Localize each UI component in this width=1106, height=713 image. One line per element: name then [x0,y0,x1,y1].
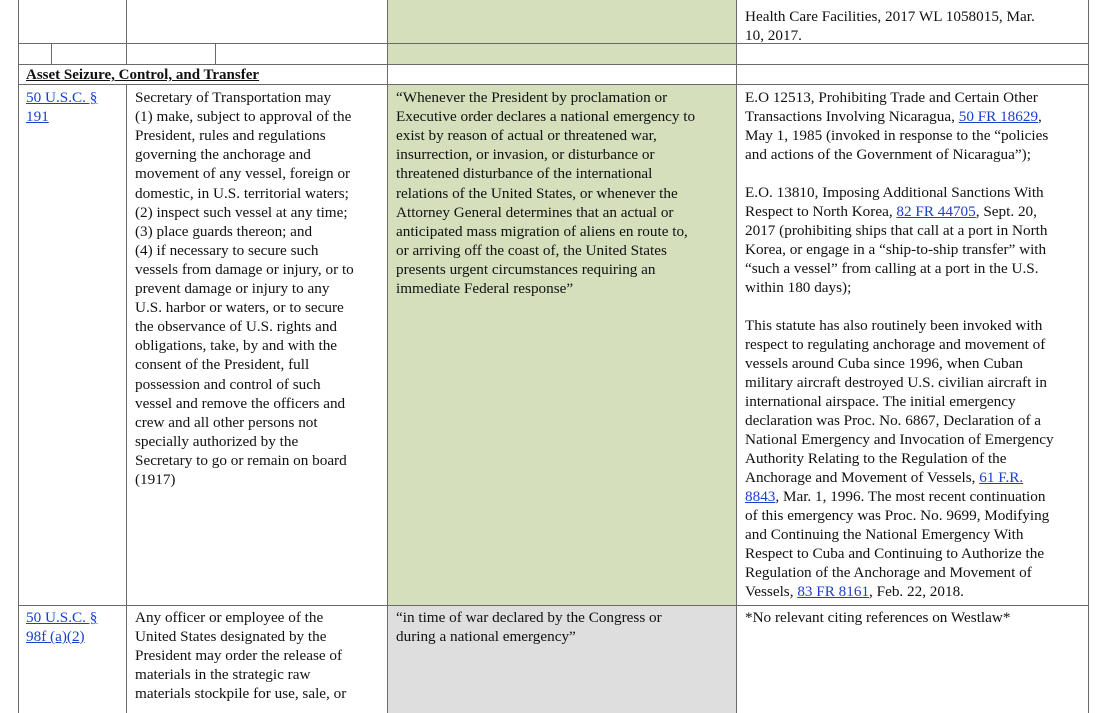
statute-link-50-usc-191-cont[interactable]: 191 [26,108,49,125]
top-citation-line-1: Health Care Facilities, 2017 WL 1058015, Mar. [745,8,1035,25]
row2-description-line-2: United States designated by the [135,628,327,646]
usage-p3-end: , Feb. 22, 2018. [869,583,964,600]
section-heading: Asset Seizure, Control, and Transfer [26,67,260,83]
row2-trigger-line-2: during a national emergency” [396,628,576,645]
row2-usage: *No relevant citing references on Westlaw* [745,609,1011,626]
usage-p3-tail: , Mar. 1, 1996. The most recent continuation [775,488,1046,505]
row-line-4 [18,605,1089,606]
row1-trigger-line-5: threatened disturbance of the international [396,165,653,183]
usage-p2-line-4: Korea, or engage in a “ship-to-ship transfer” with [745,241,1047,258]
statute-link-50-usc-98f-cont[interactable]: 98f (a)(2) [26,628,85,645]
row1-description-line-8: (3) place guards thereon; and [135,222,313,240]
citation-link-50-fr-18629[interactable]: 50 FR 18629 [958,108,1039,125]
table-border-left [18,0,19,713]
row1-trigger-line-3: exist by reason of actual or threatened war, [396,127,657,145]
row1-description-line-6: domestic, in U.S. territorial waters; [135,184,349,202]
usage-p2-text: Respect to North Korea, [745,203,897,220]
row2-description-line-5: materials stockpile for use, sale, or [135,685,347,703]
row2-description-line-1: Any officer or employee of the [135,609,324,626]
row1-trigger-line-11: immediate Federal response” [396,280,574,297]
row1-trigger-line-1: “Whenever the President by proclamation or [396,89,668,106]
usage-p1-comma: , [1038,108,1042,125]
row1-description-line-1: Secretary of Transportation may [135,89,332,106]
table-divider-sub1 [51,43,52,64]
row1-description-line-4: governing the anchorage and [135,146,311,164]
row1-description-line-2: (1) make, subject to approval of the [135,108,352,126]
table-divider-col3 [736,0,737,713]
row1-description-line-19: specially authorized by the [135,432,299,450]
row1-description-line-21: (1917) [135,471,176,488]
row1-description-line-18: crew and all other persons not [135,413,318,431]
row1-trigger-line-7: Attorney General determines that an actual or [396,203,674,221]
row1-trigger-line-9: or arriving off the coast of, the United States [396,241,667,259]
citation-link-61-fr-8843[interactable]: 61 F.R. [979,469,1024,486]
top-citation-line-2: 10, 2017. [745,27,802,44]
usage-p3-line-1: This statute has also routinely been invoked with [745,317,1043,334]
usage-p3-line-4: military aircraft destroyed U.S. civilian aircraft in [745,374,1047,391]
row1-description-line-12: U.S. harbor or waters, or to secure [135,299,344,317]
trigger-cell-top-shade [388,0,736,64]
usage-p1-text: Transactions Involving Nicaragua, [745,108,959,125]
statute-link-50-usc-98f[interactable]: 50 U.S.C. § [26,609,98,626]
table-divider-col1-b [126,84,127,713]
usage-p3-line-12: and Continuing the National Emergency With [745,526,1024,543]
usage-p1-line-4: and actions of the Government of Nicaragua”); [745,146,1031,163]
row-line-1 [18,43,1089,44]
usage-p3-line-15 [745,582,964,601]
row1-description-line-16: possession and control of such [135,375,321,393]
usage-p2-line-1: E.O. 13810, Imposing Additional Sanctions With [745,184,1044,201]
row1-description-line-5: movement of any vessel, foreign or [135,165,351,183]
citation-link-83-fr-8161[interactable]: 83 FR 8161 [797,583,870,600]
row1-trigger-line-4: insurrection, or invasion, or disturbance or [396,146,655,164]
usage-p1-line-2 [745,107,1042,126]
usage-p2-line-3: 2017 (prohibiting ships that call at a port in North [745,222,1048,239]
usage-p3-line-9 [745,468,1023,487]
row1-description-line-7: (2) inspect such vessel at any time; [135,203,348,221]
usage-p3-line-13: Respect to Cuba and Continuing to Authorize the [745,545,1045,562]
row-line-2 [18,64,1089,65]
table-divider-col2 [387,0,388,713]
row1-trigger-line-10: presents urgent circumstances requiring an [396,260,656,278]
table-divider-sub2 [215,43,216,64]
row1-description-line-10: vessels from damage or injury, or to [135,260,354,278]
usage-p3-line-6: declaration was Proc. No. 6867, Declaration of a [745,412,1042,429]
usage-p3-vessels: Vessels, [745,583,798,600]
row1-description-line-13: the observance of U.S. rights and [135,318,338,336]
row2-description-line-4: materials in the strategic raw [135,666,311,684]
usage-p3-line-14: Regulation of the Anchorage and Movement of [745,564,1032,581]
row1-description-line-20: Secretary to go or remain on board [135,451,347,469]
row2-description-line-3: President may order the release of [135,647,343,665]
table-border-right [1088,0,1089,713]
usage-p1-line-3: May 1, 1985 (invoked in response to the “policies [745,127,1049,144]
usage-p3-line-3: vessels around Cuba since 1996, when Cuban [745,355,1023,372]
row1-trigger-line-2: Executive order declares a national emergency to [396,108,696,126]
statute-link-50-usc-191[interactable]: 50 U.S.C. § [26,89,98,106]
row1-description-line-15: consent of the President, full [135,356,310,374]
row1-description-line-17: vessel and remove the officers and [135,394,346,412]
usage-p2-tail: , Sept. 20, [975,203,1037,220]
row1-description-line-9: (4) if necessary to secure such [135,241,319,259]
usage-p3-text: Anchorage and Movement of Vessels, [745,469,980,486]
usage-p2-line-5: “such a vessel” from calling at a port in the U.S. [745,260,1039,277]
row1-description-line-11: prevent damage or injury to any [135,280,330,297]
usage-p3-line-2: respect to regulating anchorage and movement of [745,336,1046,353]
table-divider-col1 [126,0,127,64]
usage-p2-line-6: within 180 days); [745,279,852,296]
row1-description-line-3: President, rules and regulations [135,127,326,145]
usage-p2-line-2 [745,202,1037,221]
citation-link-82-fr-44705[interactable]: 82 FR 44705 [896,203,976,220]
usage-p1-line-1: E.O 12513, Prohibiting Trade and Certain Other [745,89,1038,106]
citation-link-61-fr-8843-cont[interactable]: 8843 [745,488,776,505]
row1-description-line-14: obligations, take, by and with the [135,337,338,355]
usage-p3-line-7: National Emergency and Invocation of Emergency [745,431,1054,448]
usage-p3-line-8: Authority Relating to the Regulation of the [745,450,1007,467]
row1-trigger-line-6: relations of the United States, or whenever the [396,184,678,202]
row1-trigger-line-8: anticipated mass migration of aliens en route to, [396,222,688,240]
usage-p3-line-5: international airspace. The initial emergency [745,393,1016,410]
usage-p3-line-11: of this emergency was Proc. No. 9699, Modifying [745,507,1050,524]
usage-p3-line-10 [745,487,1045,506]
row2-trigger-line-1: “in time of war declared by the Congress or [396,609,662,626]
